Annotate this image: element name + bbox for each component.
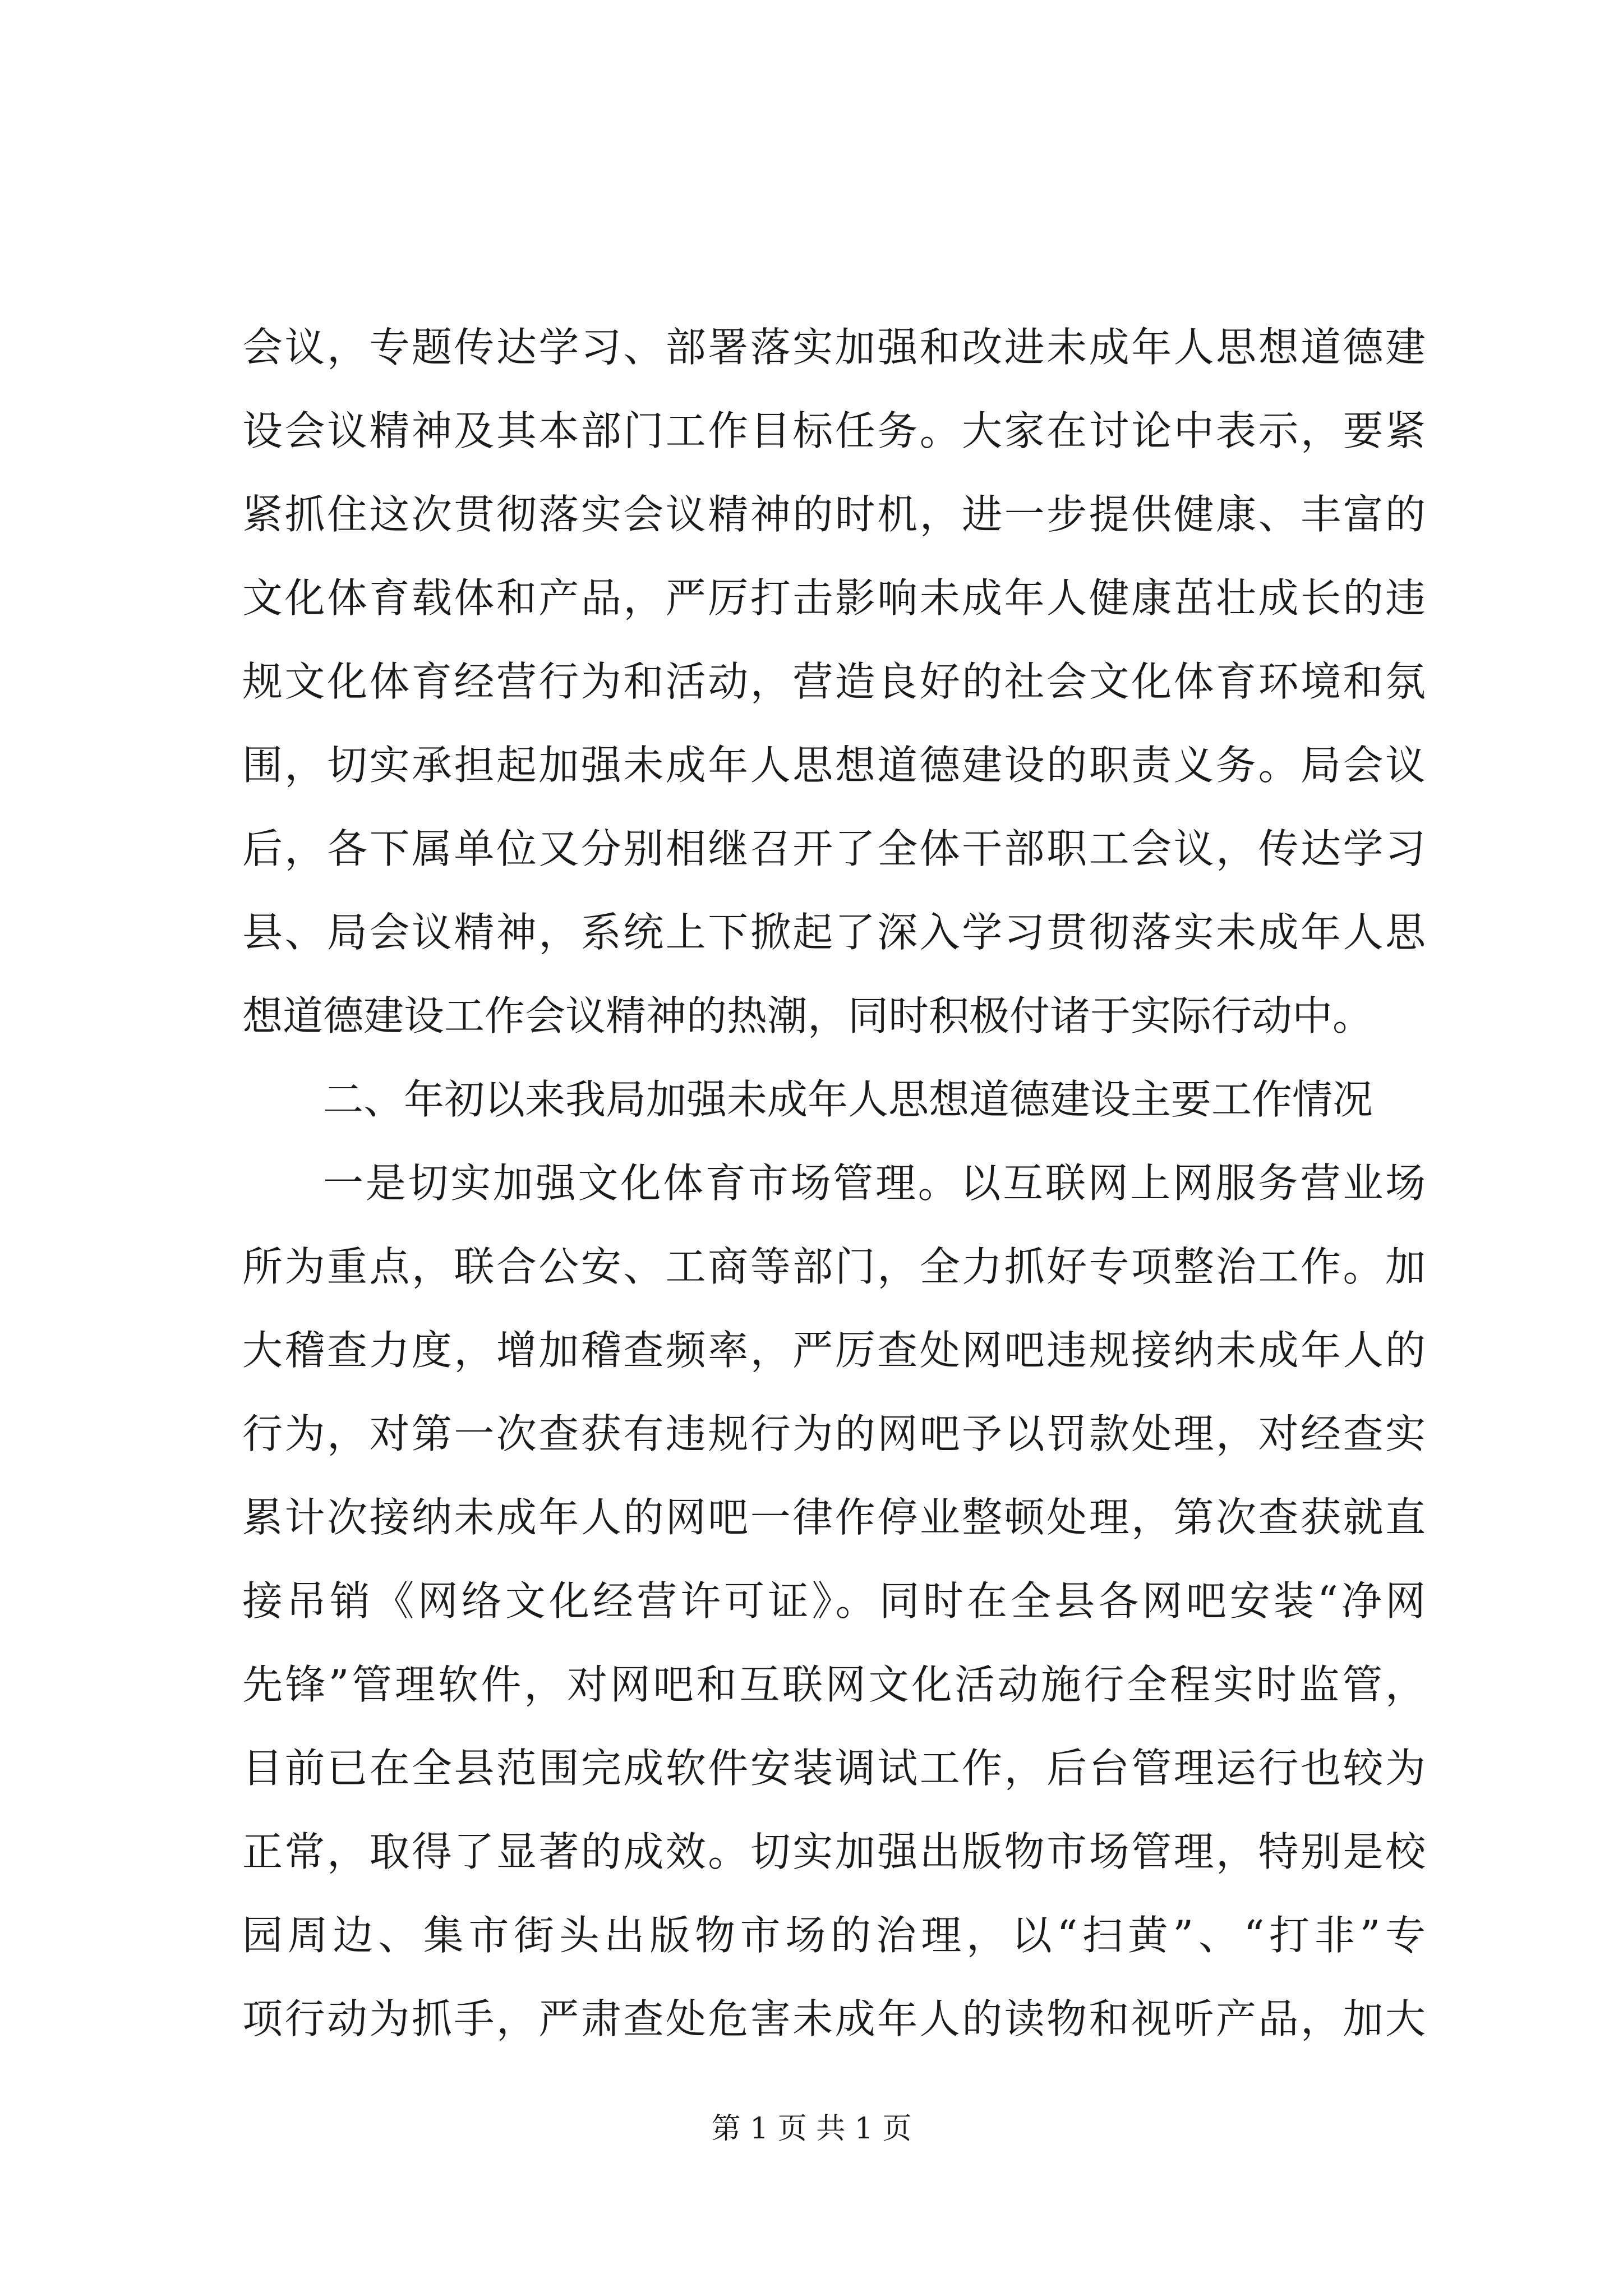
text-line: 所为重点，联合公安、工商等部门，全力抓好专项整治工作。加 (242, 1243, 1426, 1290)
text-line: 正常，取得了显著的成效。切实加强出版物市场管理，特别是校 (242, 1828, 1426, 1875)
text-line: 一是切实加强文化体育市场管理。以互联网上网服务营业场 (323, 1159, 1426, 1207)
text-line: 紧抓住这次贯彻落实会议精神的时机，进一步提供健康、丰富的 (242, 491, 1426, 538)
text-line: 会议，专题传达学习、部署落实加强和改进未成年人思想道德建 (242, 324, 1426, 371)
text-line: 文化体育载体和产品，严厉打击影响未成年人健康茁壮成长的违 (242, 574, 1426, 622)
text-line: 大稽查力度，增加稽查频率，严厉查处网吧违规接纳未成年人的 (242, 1327, 1426, 1374)
text-line: 先锋”管理软件，对网吧和互联网文化活动施行全程实时监管， (242, 1661, 1426, 1708)
text-line: 行为，对第一次查获有违规行为的网吧予以罚款处理，对经查实 (242, 1410, 1426, 1457)
body-text (242, 306, 1426, 2061)
page-number: 第 1 页 共 1 页 (711, 2112, 912, 2146)
text-line: 设会议精神及其本部门工作目标任务。大家在讨论中表示，要紧 (242, 407, 1426, 454)
text-line: 县、局会议精神，系统上下掀起了深入学习贯彻落实未成年人思 (242, 909, 1426, 956)
text-line: 园周边、集市街头出版物市场的治理，以“扫黄”、“打非”专 (242, 1912, 1426, 1959)
text-line: 接吊销《网络文化经营许可证》。同时在全县各网吧安装“净网 (242, 1577, 1426, 1625)
text-line: 项行动为抓手，严肃查处危害未成年人的读物和视听产品，加大 (242, 1995, 1426, 2042)
text-line: 规文化体育经营行为和活动，营造良好的社会文化体育环境和氛 (242, 658, 1426, 705)
text-line: 围，切实承担起加强未成年人思想道德建设的职责义务。局会议 (242, 742, 1426, 789)
text-line: 累计次接纳未成年人的网吧一律作停业整顿处理，第次查获就直 (242, 1494, 1426, 1541)
text-line: 目前已在全县范围完成软件安装调试工作，后台管理运行也较为 (242, 1745, 1426, 1792)
text-line: 后，各下属单位又分别相继召开了全体干部职工会议，传达学习 (242, 825, 1426, 872)
section-heading: 二、年初以来我局加强未成年人思想道德建设主要工作情况 (323, 1076, 1373, 1123)
text-line: 想道德建设工作会议精神的热潮，同时积极付诸于实际行动中。 (242, 992, 1373, 1039)
page-footer (0, 2109, 1623, 2148)
